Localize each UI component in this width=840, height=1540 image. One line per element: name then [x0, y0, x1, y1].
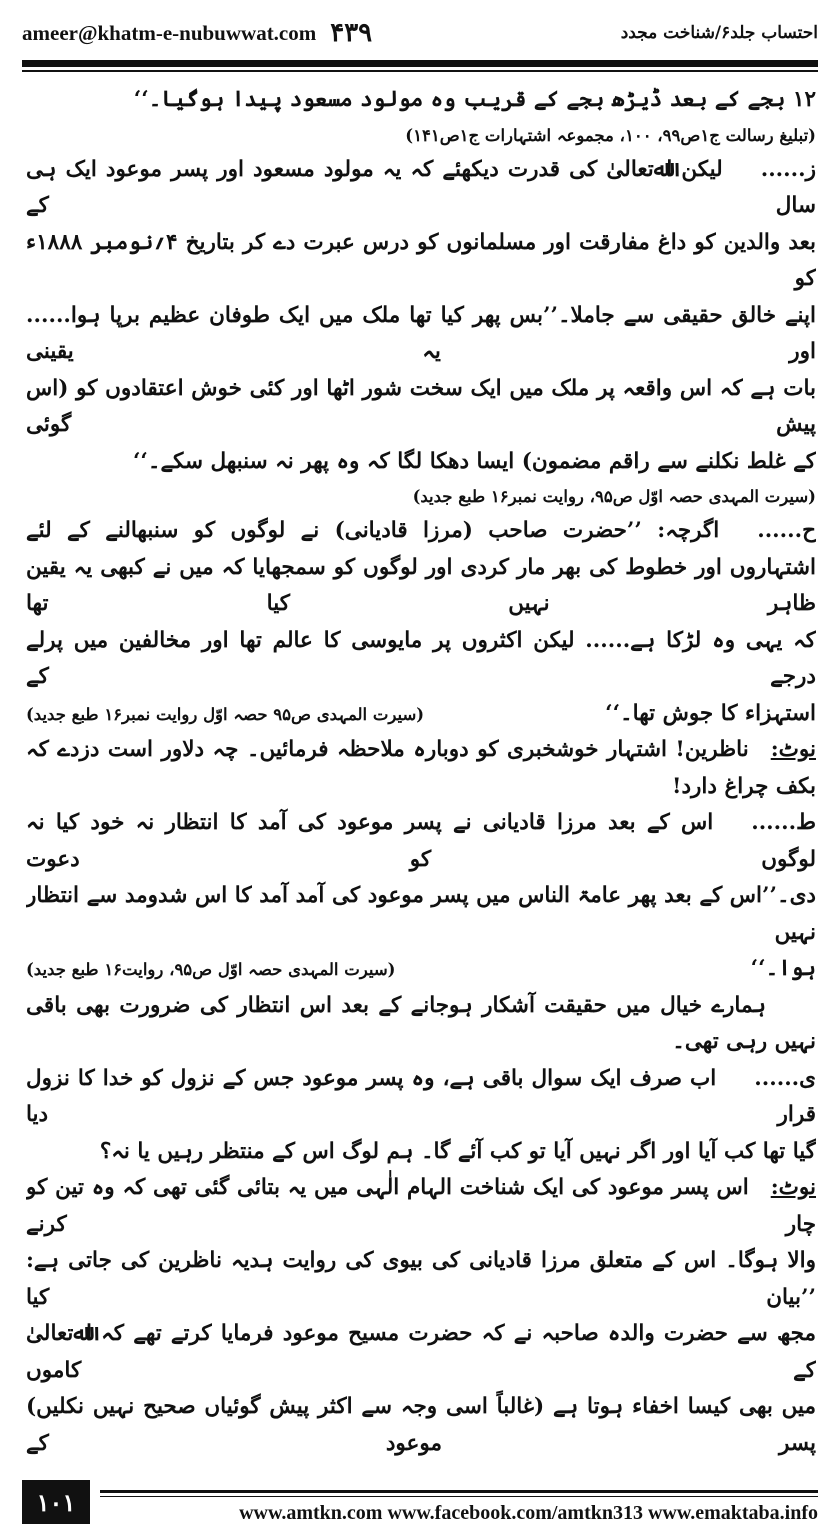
- text-span: اس پسر موعود کی ایک شناخت الہام الٰہی میں یہ بتائی گئی تھی کہ وہ تین کو چار کرنے: [26, 1175, 816, 1237]
- text-line: بعد والدین کو داغ مفارقت اور مسلمانوں کو درس عبرت دے کر بتاریخ ۴؍نومبر ۱۸۸۸ء کو: [26, 229, 816, 291]
- text-line-with-citation: [26, 951, 816, 988]
- text-span: اگرچہ: ’’حضرت صاحب (مرزا قادیانی) نے لوگوں کو سنبھالنے کے لئے: [26, 518, 720, 543]
- section-label-yaa: ی......: [754, 1065, 816, 1091]
- text-line: ۱۲ بجے کے بعد ڈیڑھ بجے کے قریب وہ مولود مسعود پیدا ہوگیا۔‘‘: [133, 87, 816, 112]
- text-line: کہ یہی وہ لڑکا ہے...... لیکن اکثروں پر مایوسی کا عالم تھا اور مخالفین میں پرلے درجے کے: [26, 627, 816, 689]
- text-span: استہزاء کا جوش تھا۔‘‘: [605, 700, 816, 726]
- footer-rule-thick: [100, 1490, 818, 1493]
- text-line: ہمارے خیال میں حقیقت آشکار ہوجانے کے بعد اس انتظار کی ضرورت بھی باقی: [26, 992, 766, 1018]
- text-line: کے غلط نکلنے سے راقم مضمون) ایسا دھکا لگا کہ وہ پھر نہ سنبھل سکے۔‘‘: [132, 448, 816, 474]
- text-line-with-citation: [26, 696, 816, 733]
- page-header: [22, 10, 818, 56]
- section-label-zaa: ز......: [760, 156, 816, 182]
- page-number: ۴۳۹: [330, 18, 373, 48]
- page-footer: [22, 1480, 818, 1530]
- text-line: اشتہاروں اور خطوط کی بھر مار کردی اور لوگوں کو سمجھایا کہ میں نے کبھی یہ یقین ظاہر نہیں کیا تھا: [26, 554, 816, 616]
- text-line: بات ہے کہ اس واقعہ پر ملک میں ایک سخت شور اٹھا اور کئی خوش اعتقادوں کو (اس پیش گوئی: [26, 375, 816, 437]
- text-line: [26, 1170, 816, 1243]
- header-rule-thick: [22, 60, 818, 67]
- text-line: گیا تھا کب آیا اور اگر نہیں آیا تو کب آئے گا۔ ہم لوگ اس کے منتظر رہیں یا نہ؟: [99, 1138, 816, 1164]
- text-line: بکف چراغ دارد!: [672, 773, 816, 799]
- text-span: لیکن اﷲتعالیٰ کی قدرت دیکھئے کہ یہ مولود مسعود اور پسر موعود ایک ہی سال کے: [26, 156, 816, 218]
- text-line: [26, 513, 816, 550]
- citation: (تبلیغ رسالت ج۱ص۹۹، ۱۰۰، مجموعہ اشتہارات ج۱ص۱۴۱): [405, 125, 816, 145]
- text-line: نہیں رہی تھی۔: [672, 1029, 816, 1054]
- text-line: دی۔’’اس کے بعد پھر عامۃ الناس میں پسر موعود کی آمد آمد کا اس شدومد سے انتظار نہیں: [26, 883, 816, 945]
- note-label: نوٹ:: [770, 737, 816, 762]
- text-line: [26, 805, 816, 878]
- text-line: مجھ سے حضرت والدہ صاحبہ نے کہ حضرت مسیح موعود فرمایا کرتے تھے کہ اﷲتعالیٰ کے کاموں: [26, 1321, 816, 1383]
- folio-badge: ۱۰۱: [22, 1480, 90, 1524]
- text-span: اس کے بعد مرزا قادیانی نے پسر موعود کی آمد کا انتظار نہ خود کیا نہ لوگوں کو دعوت: [26, 810, 816, 872]
- section-label-haa: ح......: [757, 518, 816, 543]
- header-left: [22, 18, 372, 48]
- text-line: [26, 732, 816, 769]
- text-line: [26, 152, 816, 225]
- header-email[interactable]: ameer@khatm-e-nubuwwat.com: [22, 20, 317, 45]
- book-title: احتساب جلد۶/شناخت مجدد: [620, 23, 818, 43]
- citation: (سیرت المہدی ص۹۵ حصہ اوّل روایت نمبر۱۶ طبع جدید): [26, 704, 425, 724]
- text-line: والا ہوگا۔ اس کے متعلق مرزا قادیانی کی بیوی کی روایت ہدیہ ناظرین کی جاتی ہے: ’’بیان کیا: [26, 1248, 816, 1310]
- text-line: [26, 1061, 816, 1134]
- text-span: ناظرین! اشتہار خوشخبری کو دوبارہ ملاحظہ فرمائیں۔ چہ دلاور است دزدے کہ: [26, 737, 749, 762]
- footer-rules: [100, 1490, 818, 1497]
- citation: (سیرت المہدی حصہ اوّل ص۹۵، روایت نمبر۱۶ طبع جدید): [412, 487, 816, 506]
- footer-websites[interactable]: www.amtkn.com www.facebook.com/amtkn313 www.emaktaba.info: [239, 1502, 818, 1524]
- text-line: میں بھی کیسا اخفاء ہوتا ہے (غالباً اسی وجہ سے اکثر پیش گوئیاں صحیح نہیں نکلیں) پسر موعود کے: [26, 1394, 816, 1456]
- text-span: ہوا۔‘‘: [750, 956, 816, 981]
- page-body: [26, 82, 816, 1464]
- footer-rule-thin: [100, 1496, 818, 1497]
- section-label-toe: ط......: [751, 810, 816, 835]
- text-span: اب صرف ایک سوال باقی ہے، وہ پسر موعود جس کے نزول کو خدا کا نزول قرار دیا: [26, 1065, 816, 1127]
- text-line: اپنے خالق حقیقی سے جاملا۔’’بس پھر کیا تھا ملک میں ایک طوفان عظیم برپا ہوا...... اور یہ یقینی: [26, 302, 816, 364]
- note-label: نوٹ:: [770, 1175, 816, 1200]
- citation: (سیرت المہدی حصہ اوّل ص۹۵، روایت۱۶ طبع جدید): [26, 960, 396, 979]
- header-rule-thin: [22, 70, 818, 72]
